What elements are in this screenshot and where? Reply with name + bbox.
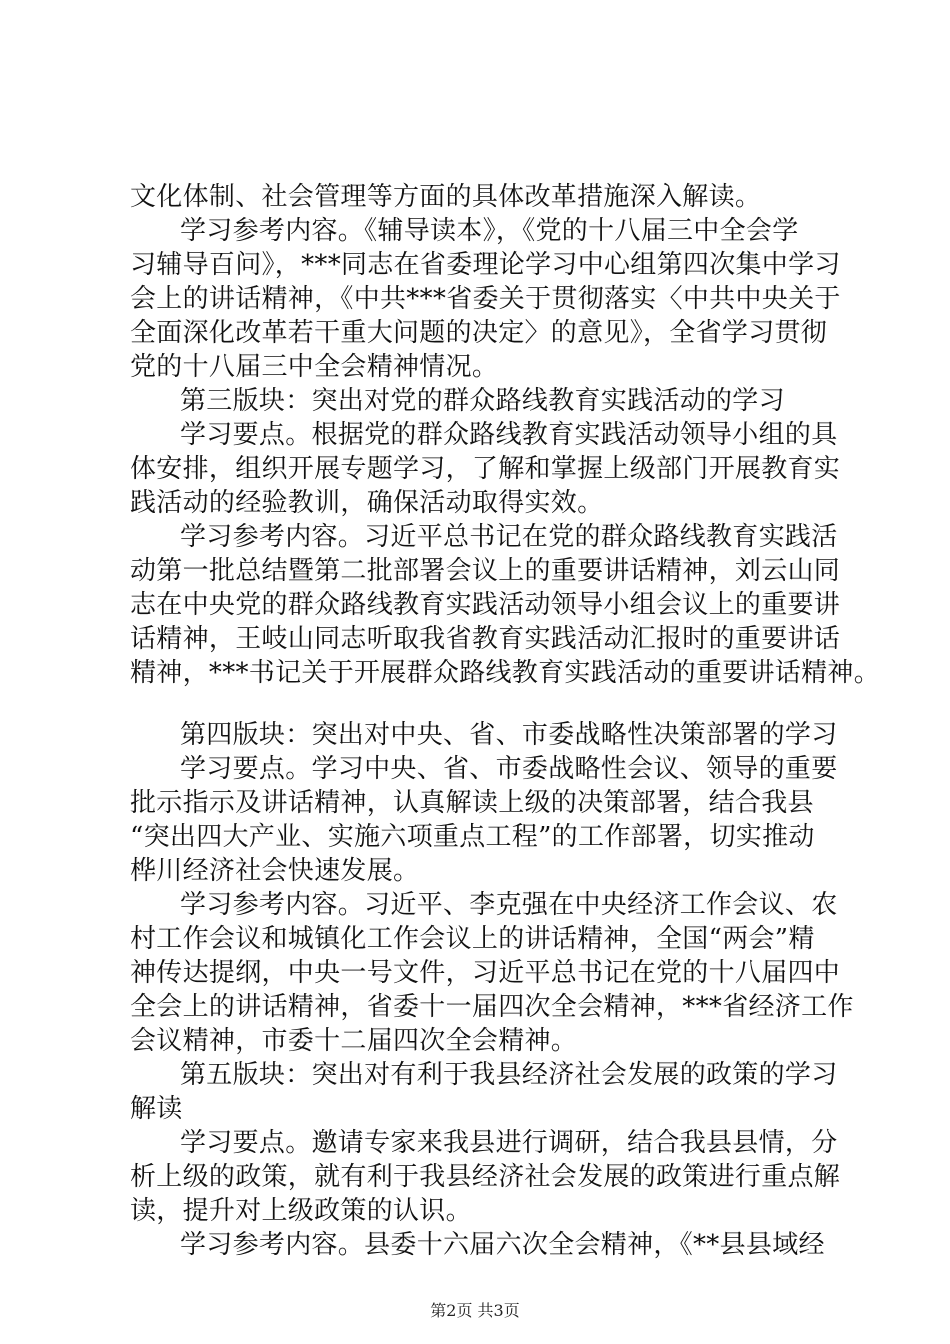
text-line-13: 志在中央党的群众路线教育实践活动领导小组会议上的重要讲 bbox=[130, 590, 841, 620]
text-line-11: 学习参考内容。习近平总书记在党的群众路线教育实践活 bbox=[180, 522, 838, 552]
text-line-15: 精神，***书记关于开展群众路线教育实践活动的重要讲话精神。 bbox=[130, 658, 881, 688]
text-line-14: 话精神，王岐山同志听取我省教育实践活动汇报时的重要讲话 bbox=[130, 624, 841, 654]
text-line-25: 会议精神，市委十二届四次全会精神。 bbox=[130, 1026, 578, 1056]
section-heading-5: 第五版块：突出对有利于我县经济社会发展的政策的学习 bbox=[180, 1060, 838, 1090]
text-line-18: 批示指示及讲话精神，认真解读上级的决策部署，结合我县 bbox=[130, 788, 814, 818]
text-line-21: 学习参考内容。习近平、李克强在中央经济工作会议、农 bbox=[180, 890, 838, 920]
text-line-5: 全面深化改革若干重大问题的决定〉的意见》，全省学习贯彻 bbox=[130, 318, 828, 348]
text-line-9: 体安排，组织开展专题学习，了解和掌握上级部门开展教育实 bbox=[130, 454, 841, 484]
text-line-1: 文化体制、社会管理等方面的具体改革措施深入解读。 bbox=[130, 182, 762, 212]
text-line-10: 践活动的经验教训，确保活动取得实效。 bbox=[130, 488, 604, 518]
text-line-2: 学习参考内容。《辅导读本》，《党的十八届三中全会学 bbox=[180, 216, 799, 246]
text-line-28: 学习要点。邀请专家来我县进行调研，结合我县县情，分 bbox=[180, 1128, 838, 1158]
text-line-3: 习辅导百问》，***同志在省委理论学习中心组第四次集中学习 bbox=[130, 250, 841, 280]
text-line-22: 村工作会议和城镇化工作会议上的讲话精神，全国“两会”精 bbox=[130, 924, 815, 954]
text-line-19: “突出四大产业、实施六项重点工程”的工作部署，切实推动 bbox=[130, 822, 815, 852]
text-line-4: 会上的讲话精神，《中共***省委关于贯彻落实〈中共中央关于 bbox=[130, 284, 841, 314]
page-number-footer: 第2页 共3页 bbox=[430, 1301, 520, 1320]
text-line-8: 学习要点。根据党的群众路线教育实践活动领导小组的具 bbox=[180, 420, 838, 450]
text-line-27: 解读 bbox=[130, 1094, 183, 1124]
text-line-24: 全会上的讲话精神，省委十一届四次全会精神，***省经济工作 bbox=[130, 992, 854, 1022]
text-line-6: 党的十八届三中全会精神情况。 bbox=[130, 352, 499, 382]
text-line-23: 神传达提纲，中央一号文件，习近平总书记在党的十八届四中 bbox=[130, 958, 841, 988]
text-line-12: 动第一批总结暨第二批部署会议上的重要讲话精神，刘云山同 bbox=[130, 556, 841, 586]
text-line-31: 学习参考内容。县委十六届六次全会精神，《**县县域经 bbox=[180, 1230, 825, 1260]
text-line-20: 桦川经济社会快速发展。 bbox=[130, 856, 420, 886]
section-heading-4: 第四版块：突出对中央、省、市委战略性决策部署的学习 bbox=[180, 720, 838, 750]
text-line-17: 学习要点。学习中央、省、市委战略性会议、领导的重要 bbox=[180, 754, 838, 784]
text-line-30: 读，提升对上级政策的认识。 bbox=[130, 1196, 472, 1226]
text-line-29: 析上级的政策，就有利于我县经济社会发展的政策进行重点解 bbox=[130, 1162, 841, 1192]
section-heading-3: 第三版块：突出对党的群众路线教育实践活动的学习 bbox=[180, 386, 785, 416]
